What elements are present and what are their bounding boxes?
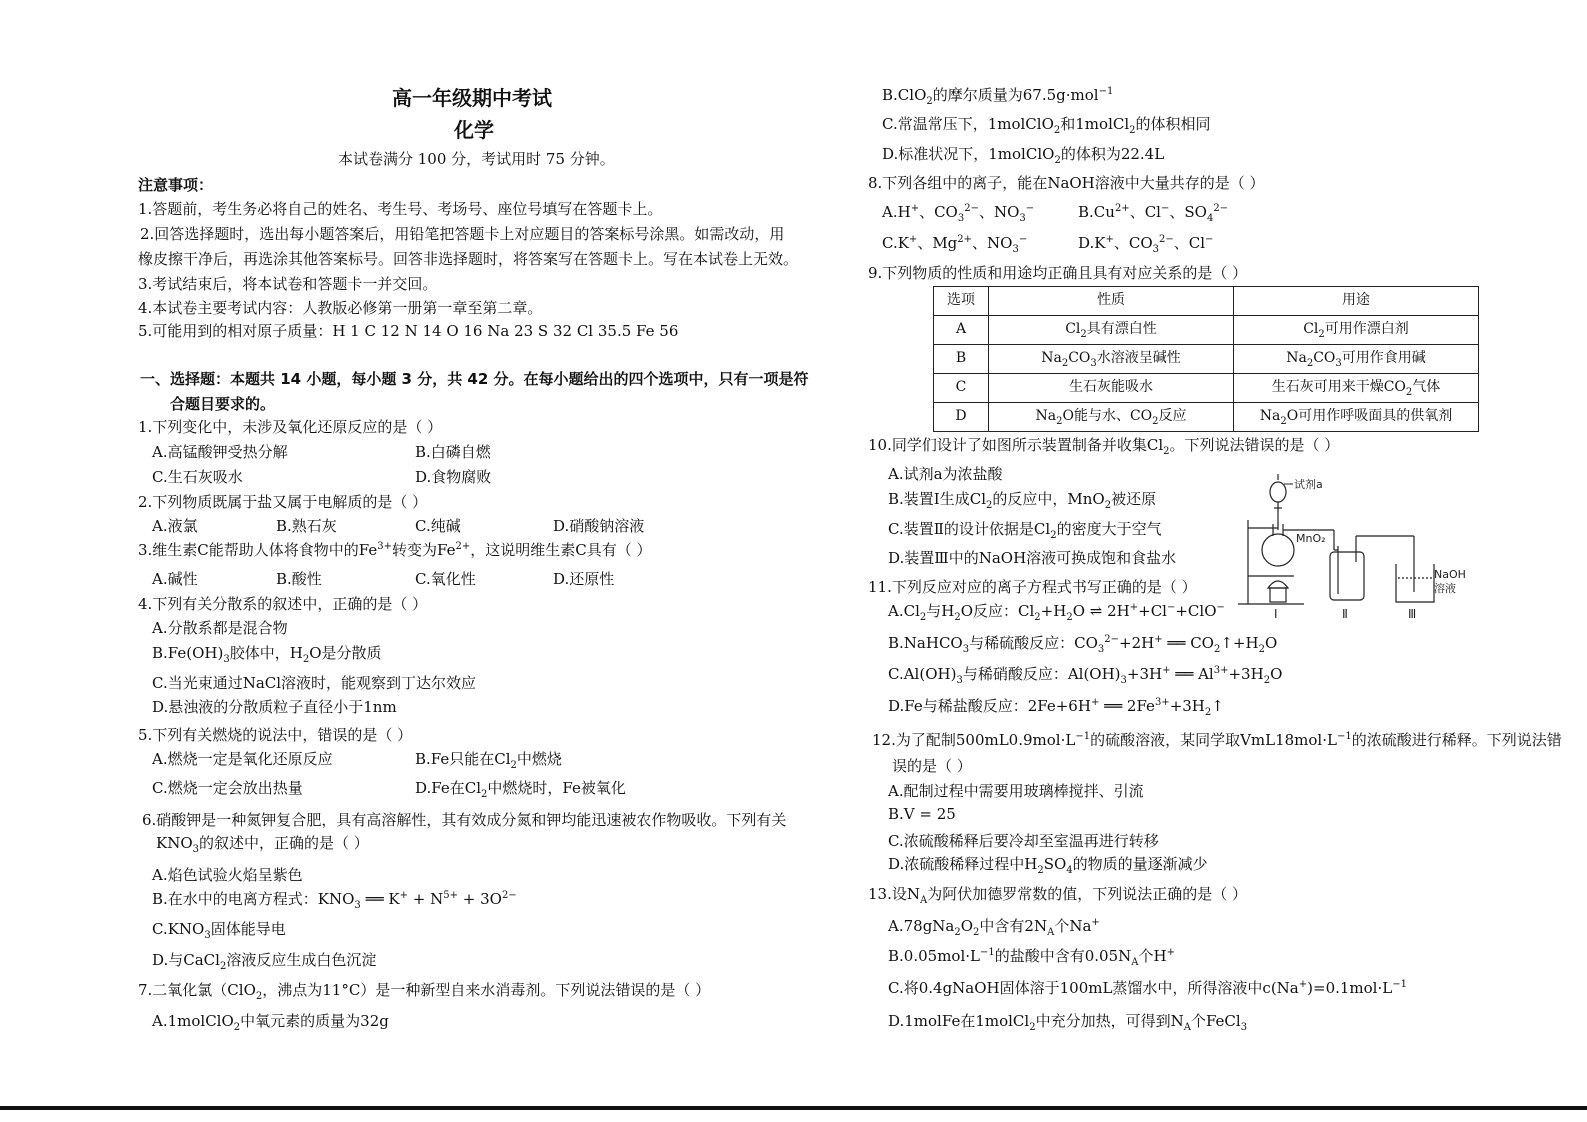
q9-header-use: 用途 [1234, 287, 1479, 316]
q13-option-d: D.1molFe在1molCl$_2$中充分加热，可得到$N_A$个FeCl$_3$ [888, 1012, 1248, 1033]
label-apparatus-2: Ⅱ [1342, 607, 1348, 621]
q12-option-c: C.浓硫酸稀释后要冷却至室温再进行转移 [888, 832, 1159, 850]
q10-option-d: D.装置Ⅲ中的NaOH溶液可换成饱和食盐水 [888, 549, 1177, 567]
label-naoh: NaOH [1434, 568, 1466, 581]
q3-option-a: A.碱性 [152, 570, 198, 588]
q5-option-c: C.燃烧一定会放出热量 [152, 779, 303, 797]
q8-option-d: D.K+、$CO_3^{2-}$、Cl− [1078, 234, 1214, 255]
q2-option-d: D.硝酸钠溶液 [553, 517, 645, 535]
q9-row-c [934, 374, 1479, 403]
q2-option-c: C.纯碱 [415, 517, 461, 535]
q9-row-d-property: $Na_2O$能与水、$CO_2$反应 [989, 403, 1234, 432]
q10-option-a: A.试剂a为浓盐酸 [888, 465, 1003, 483]
q9-table [933, 286, 1479, 432]
q9-row-c-option: C [934, 374, 989, 403]
q7-option-d: D.标准状况下，1molClO$_2$的体积为22.4L [882, 145, 1165, 166]
q9-stem: 9.下列物质的性质和用途均正确且具有对应关系的是（ ） [868, 264, 1248, 282]
collecting-bottle [1330, 552, 1364, 600]
q9-row-d-use: $Na_2O$可用作呼吸面具的供氧剂 [1234, 403, 1479, 432]
q12-option-a: A.配制过程中需要用玻璃棒搅拌、引流 [888, 782, 1144, 800]
beaker [1396, 564, 1434, 602]
q13-option-c: C.将0.4gNaOH固体溶于100mL蒸馏水中，所得溶液中$c(Na^+)=0.1mol\cdot L^{-1}$ [888, 979, 1407, 997]
q9-header-option: 选项 [934, 287, 989, 316]
label-apparatus-1: Ⅰ [1274, 607, 1278, 621]
q9-header-property: 性质 [989, 287, 1234, 316]
notes-heading: 注意事项： [138, 176, 214, 194]
q7-stem: 7.二氧化氯（ClO$_2$，沸点为11°C）是一种新型自来水消毒剂。下列说法错误的是（ ） [138, 981, 711, 1002]
note-3: 3.考试结束后，将本试卷和答题卡一并交回。 [138, 275, 438, 293]
q12-stem-line2: 误的是（ ） [892, 757, 972, 775]
q10-option-b: B.装置Ⅰ生成$Cl_2$的反应中，MnO$_2$被还原 [888, 490, 1157, 511]
q12-option-d: D.浓硫酸稀释过程中$H_2SO_4$的物质的量逐渐减少 [888, 855, 1208, 876]
dropping-funnel [1270, 482, 1286, 502]
label-solution: 溶液 [1434, 582, 1456, 595]
q8-option-a: A.H+、$CO_3^{2-}$、$NO_3^-$ [882, 203, 1035, 224]
q5-option-a: A.燃烧一定是氧化还原反应 [152, 750, 333, 768]
q9-row-d [934, 403, 1479, 432]
q1-option-a: A.高锰酸钾受热分解 [152, 443, 288, 461]
q6-option-c: $C.KNO_3$固体能导电 [152, 920, 286, 941]
q5-option-b: B.Fe只能在$Cl_2$中燃烧 [415, 750, 562, 771]
exam-title: 高一年级期中考试 [392, 86, 552, 110]
q3-option-d: D.还原性 [553, 570, 615, 588]
note-4: 4.本试卷主要考试内容：人教版必修第一册第一章至第二章。 [138, 299, 543, 317]
q9-row-a-property: $Cl_2$具有漂白性 [989, 316, 1234, 345]
q7-option-c: C.常温常压下，1molClO$_2$和1molCl$_2$的体积相同 [882, 115, 1211, 136]
q4-option-a: A.分散系都是混合物 [152, 619, 288, 637]
q10-apparatus-figure [1234, 470, 1520, 622]
q9-row-b-option: B [934, 345, 989, 374]
exam-info: 本试卷满分 100 分，考试用时 75 分钟。 [338, 150, 615, 168]
q11-option-c: $C.Al(OH)_3$与稀硝酸反应：$Al(OH)_3+3H^+$ ══ $Al^{3+}+3H_2O$ [888, 665, 1283, 686]
note-2-line1: 2.回答选择题时，选出每小题答案后，用铅笔把答题卡上对应题目的答案标号涂黑。如需改动，用 [140, 225, 785, 243]
q9-table-header [934, 287, 1479, 316]
q9-row-a-use: $Cl_2$可用作漂白剂 [1234, 316, 1479, 345]
q9-row-b [934, 345, 1479, 374]
q2-stem: 2.下列物质既属于盐又属于电解质的是（ ） [138, 493, 428, 511]
q10-stem: 10.同学们设计了如图所示装置制备并收集$Cl_2$。下列说法错误的是（ ） [868, 436, 1340, 457]
section-1-heading: 一、选择题：本题共 14 小题，每小题 3 分，共 42 分。在每小题给出的四个选项中，只有一项是符 [140, 370, 809, 388]
q12-option-b: B.V = 25 [888, 805, 956, 823]
q1-option-d: D.食物腐败 [415, 468, 492, 486]
q5-stem: 5.下列有关燃烧的说法中，错误的是（ ） [138, 726, 413, 744]
q7-option-b: B.ClO$_2$的摩尔质量为67.5g·mol$^{-1}$ [882, 86, 1114, 107]
q10-option-c: C.装置Ⅱ的设计依据是$Cl_2$的密度大于空气 [888, 520, 1162, 541]
note-2-line2: 橡皮擦干净后，再选涂其他答案标号。回答非选择题时，将答案写在答题卡上。写在本试卷上无效。 [138, 250, 799, 268]
q9-row-b-property: $Na_2CO_3$水溶液呈碱性 [989, 345, 1234, 374]
round-bottom-flask [1262, 534, 1294, 566]
q6-stem-line2: $KNO_3$的叙述中，正确的是（ ） [156, 834, 369, 855]
q7-option-a: A.1molClO$_2$中氧元素的质量为32g [152, 1012, 389, 1033]
page-bottom-border [0, 1106, 1587, 1110]
q11-option-a: $A.Cl_2$与$H_2O$反应：$Cl_2+H_2O$ ⇌ 2H++Cl−+ClO− [888, 602, 1225, 623]
q2-option-a: A.液氯 [152, 517, 198, 535]
alcohol-lamp [1270, 588, 1286, 602]
q9-row-c-use: 生石灰可用来干燥$CO_2$气体 [1234, 374, 1479, 403]
q2-option-b: B.熟石灰 [276, 517, 337, 535]
q3-stem: 3.维生素C能帮助人体将食物中的$Fe^{3+}$转变为$Fe^{2+}$，这说明维生素C具有（ ） [138, 541, 652, 559]
q13-option-b: $B.0.05mol\cdot L^{-1}$的盐酸中含有$0.05N_A$个H+ [888, 947, 1175, 968]
label-apparatus-3: Ⅲ [1408, 607, 1417, 621]
q6-stem-line1: 6.硝酸钾是一种氮钾复合肥，具有高溶解性，其有效成分氮和钾均能迅速被农作物吸收。下列有关 [142, 811, 787, 829]
note-1: 1.答题前，考生务必将自己的姓名、考生号、考场号、座位号填写在答题卡上。 [138, 200, 663, 218]
q8-stem: 8.下列各组中的离子，能在NaOH溶液中大量共存的是（ ） [868, 174, 1265, 192]
subject-title: 化学 [454, 118, 494, 142]
section-1-heading-cont: 合题目要求的。 [170, 395, 276, 413]
q6-option-d: D.与CaCl$_2$溶液反应生成白色沉淀 [152, 951, 377, 972]
q4-option-b: $B.Fe(OH)_3$胶体中，$H_2O$是分散质 [152, 644, 382, 665]
q6-option-a: A.焰色试验火焰呈紫色 [152, 866, 303, 884]
q5-option-d: D.Fe在$Cl_2$中燃烧时，Fe被氧化 [415, 779, 626, 800]
q11-stem: 11.下列反应对应的离子方程式书写正确的是（ ） [868, 578, 1197, 596]
note-5: 5.可能用到的相对原子质量：H 1 C 12 N 14 O 16 Na 23 S 32 Cl 35.5 Fe 56 [138, 322, 679, 340]
q13-stem: 13.设$N_A$为阿伏加德罗常数的值，下列说法正确的是（ ） [868, 885, 1247, 906]
q4-option-d: D.悬浊液的分散质粒子直径小于1nm [152, 698, 397, 716]
q9-row-a-option: A [934, 316, 989, 345]
q6-option-b: B.在水中的电离方程式：$KNO_3$ ══ $K^+ + N^{5+} + 3O^{2-}$ [152, 890, 517, 911]
q12-stem-line1: 12.为了配制$500mL0.9mol\cdot L^{-1}$的硫酸溶液，某同学取$VmL18mol\cdot L^{-1}$的浓硫酸进行稀释。下列说法错 [872, 731, 1562, 749]
burner-flame [1268, 581, 1288, 588]
q9-row-d-option: D [934, 403, 989, 432]
label-reagent-a: 试剂a [1294, 478, 1323, 491]
q13-option-a: $A.78gNa_2O_2$中含有$2N_A$个Na+ [888, 917, 1100, 938]
q4-stem: 4.下列有关分散系的叙述中，正确的是（ ） [138, 595, 428, 613]
q9-row-c-property: 生石灰能吸水 [989, 374, 1234, 403]
q1-option-b: B.白磷自燃 [415, 443, 491, 461]
q1-option-c: C.生石灰吸水 [152, 468, 243, 486]
q8-option-c: C.K+、$Mg^{2+}$、$NO_3^-$ [882, 234, 1028, 255]
q8-option-b: $B.Cu^{2+}$、Cl−、$SO_4^{2-}$ [1078, 203, 1229, 224]
label-mno2: MnO₂ [1296, 532, 1326, 545]
q1-stem: 1.下列变化中，未涉及氧化还原反应的是（ ） [138, 418, 443, 436]
q4-option-c: C.当光束通过NaCl溶液时，能观察到丁达尔效应 [152, 674, 477, 692]
q11-option-b: B.NaHCO$_3$与稀硫酸反应：$CO_3^{2-}+2H^+$ ══ $CO_2↑+H_2O$ [888, 634, 1278, 655]
q3-option-b: B.酸性 [276, 570, 322, 588]
q11-option-d: D.Fe与稀盐酸反应：2Fe+6H+ ══ $2Fe^{3+}+3H_2↑$ [888, 697, 1224, 718]
q9-row-a [934, 316, 1479, 345]
q9-row-b-use: $Na_2CO_3$可用作食用碱 [1234, 345, 1479, 374]
q3-option-c: C.氧化性 [415, 570, 476, 588]
